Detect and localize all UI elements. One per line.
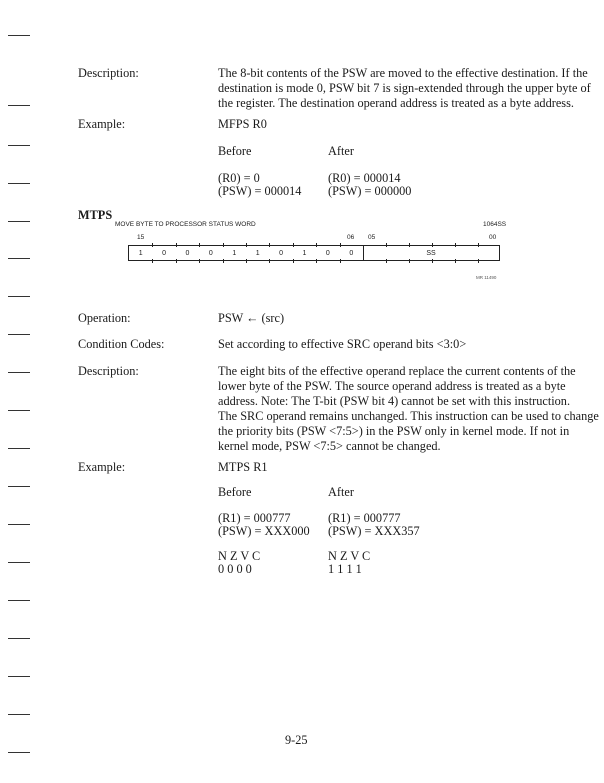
mfps-description-line: the register. The destination operand address is treated as a byte address. (218, 96, 574, 110)
bit-label: 15 (137, 234, 145, 241)
margin-mark (8, 258, 30, 259)
mtps-description-line: address. Note: The T-bit (PSW bit 4) cannot be set with this instruction. (218, 394, 571, 408)
mtps-after-label: After (328, 485, 354, 499)
bit-label: 05 (368, 234, 376, 241)
bit-tick-mark (223, 243, 224, 247)
page-number: 9-25 (285, 733, 308, 747)
mtps-description-line: lower byte of the PSW. The source operand address is treated as a byte (218, 379, 566, 393)
bit-tick-mark (293, 259, 294, 263)
bit-tick-mark (316, 259, 317, 263)
bit-tick-mark (269, 259, 270, 263)
mtps-after-value: (R1) = 000777 (328, 511, 401, 525)
mfps-after-label: After (328, 144, 354, 158)
bit-cell: 0 (162, 250, 167, 257)
margin-mark (8, 562, 30, 563)
condition-codes-value: Set according to effective SRC operand bits <3:0> (218, 337, 467, 351)
margin-mark (8, 105, 30, 106)
margin-mark (8, 486, 30, 487)
margin-mark (8, 752, 30, 753)
bit-tick-mark (176, 259, 177, 263)
bit-cell: 0 (325, 250, 330, 257)
bit-cell: 1 (255, 250, 260, 257)
bit-cell: 0 (185, 250, 190, 257)
mtps-description-line: kernel mode, PSW <7:5> cannot be changed. (218, 439, 441, 453)
mfps-description-line: The 8-bit contents of the PSW are moved to the effective destination. If the (218, 66, 588, 80)
mfps-description-line: destination is mode 0, PSW bit 7 is sign-extended through the upper byte of (218, 81, 591, 95)
mfps-before-label: Before (218, 144, 252, 158)
bit-cell: 1 (302, 250, 307, 257)
bit-tick-mark (455, 243, 456, 247)
cc-header-after: N Z V C (328, 549, 371, 563)
mtps-description-line: The eight bits of the effective operand replace the current contents of the (218, 364, 576, 378)
mfps-example-instruction: MFPS R0 (218, 117, 267, 131)
bit-tick-mark (432, 243, 433, 247)
bit-tick-mark (409, 243, 410, 247)
margin-mark (8, 35, 30, 36)
bit-cell: 1 (138, 250, 143, 257)
bit-cell: 0 (349, 250, 354, 257)
condition-codes-label: Condition Codes: (78, 337, 165, 351)
bit-tick-mark (340, 243, 341, 247)
source-field: SS (426, 250, 436, 257)
mtps-description-line: The SRC operand remains unchanged. This instruction can be used to change (218, 409, 599, 423)
mfps-example-label: Example: (78, 117, 126, 131)
mtps-before-value: (R1) = 000777 (218, 511, 291, 525)
margin-mark (8, 372, 30, 373)
cc-values-before: 0 0 0 0 (218, 562, 252, 576)
mtps-before-value: (PSW) = XXX000 (218, 524, 310, 538)
figure-id: MR 11490 (476, 275, 497, 280)
bit-tick-mark (340, 259, 341, 263)
bit-tick-mark (409, 259, 410, 263)
bit-cell: 1 (232, 250, 237, 257)
bit-label: 06 (347, 234, 355, 241)
margin-mark (8, 448, 30, 449)
bit-cell: 0 (279, 250, 284, 257)
bit-tick-mark (478, 243, 479, 247)
margin-mark (8, 676, 30, 677)
bit-tick-mark (293, 243, 294, 247)
bit-tick-mark (176, 243, 177, 247)
bit-tick-mark (316, 243, 317, 247)
margin-mark (8, 410, 30, 411)
bit-tick-mark (199, 243, 200, 247)
bit-tick-mark (223, 259, 224, 263)
mtps-example-instruction: MTPS R1 (218, 460, 268, 474)
margin-mark (8, 524, 30, 525)
diagram-title: MOVE BYTE TO PROCESSOR STATUS WORD (115, 221, 256, 228)
register-box (128, 245, 500, 261)
margin-mark (8, 334, 30, 335)
diagram-opcode: 1064SS (483, 221, 507, 228)
margin-mark (8, 183, 30, 184)
operation-label: Operation: (78, 311, 131, 325)
mtps-heading: MTPS (78, 208, 113, 222)
bit-tick-mark (246, 259, 247, 263)
cc-header-before: N Z V C (218, 549, 261, 563)
margin-mark (8, 221, 30, 222)
bit-tick-mark (269, 243, 270, 247)
mtps-description-label: Description: (78, 364, 139, 378)
margin-mark (8, 145, 30, 146)
bit-tick-mark (152, 259, 153, 263)
bit-label: 00 (489, 234, 497, 241)
bit-cell: 0 (208, 250, 213, 257)
mfps-before-value: (PSW) = 000014 (218, 184, 302, 198)
bit-tick-mark (386, 259, 387, 263)
mfps-after-value: (R0) = 000014 (328, 171, 401, 185)
mfps-before-value: (R0) = 0 (218, 171, 260, 185)
mfps-description-label: Description: (78, 66, 139, 80)
bit-tick-mark (455, 259, 456, 263)
bit-tick-mark (152, 243, 153, 247)
mtps-after-value: (PSW) = XXX357 (328, 524, 420, 538)
margin-mark (8, 296, 30, 297)
bit-tick-mark (199, 259, 200, 263)
operation-value: PSW ← (src) (218, 311, 285, 325)
margin-mark (8, 600, 30, 601)
bit-tick-mark (478, 259, 479, 263)
bit-tick-mark (386, 243, 387, 247)
mtps-before-label: Before (218, 485, 252, 499)
margin-mark (8, 638, 30, 639)
mtps-description-line: the priority bits (PSW <7:5>) in the PSW only in kernel mode. If not in (218, 424, 570, 438)
mtps-example-label: Example: (78, 460, 126, 474)
bit-tick-mark (246, 243, 247, 247)
margin-mark (8, 714, 30, 715)
cc-values-after: 1 1 1 1 (328, 562, 362, 576)
mfps-after-value: (PSW) = 000000 (328, 184, 412, 198)
bit-tick-mark (432, 259, 433, 263)
